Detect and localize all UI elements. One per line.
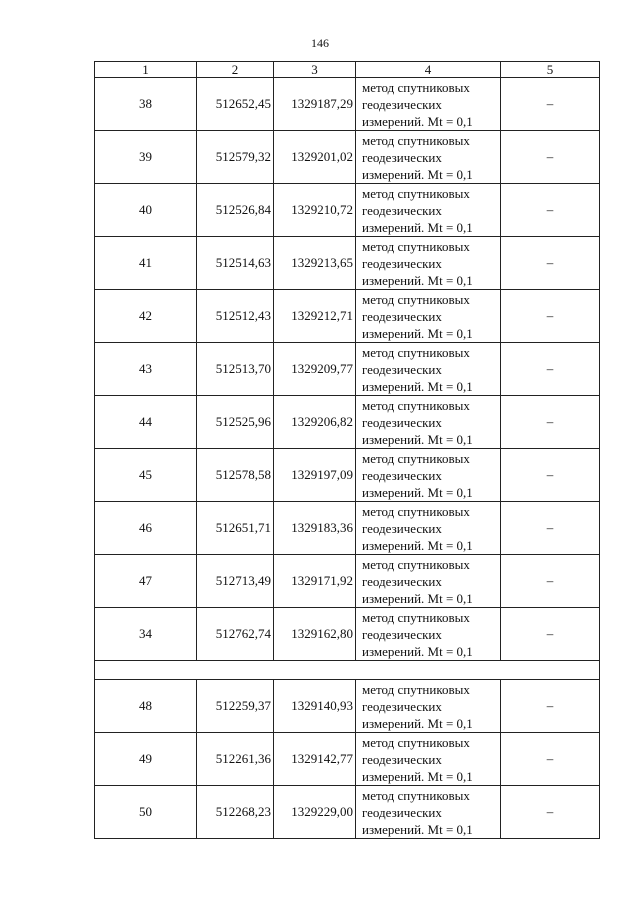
coordinate-y: 1329201,02 [274,131,356,184]
coordinate-y: 1329212,71 [274,290,356,343]
point-number: 50 [95,786,197,839]
separator-row [95,661,600,680]
table-row [95,502,600,555]
point-number: 44 [95,396,197,449]
header-cell: 5 [501,62,600,78]
point-number: 40 [95,184,197,237]
method-line: измерений. Mt = 0,1 [362,537,473,553]
coordinate-x: 512259,37 [197,680,274,733]
method-line: измерений. Mt = 0,1 [362,272,473,288]
point-number: 42 [95,290,197,343]
method-line: измерений. Mt = 0,1 [362,715,473,731]
separator-cell [95,661,600,680]
header-cell: 4 [356,62,501,78]
accuracy-dash: – [501,680,600,733]
method-description [356,78,501,131]
method-description [356,237,501,290]
accuracy-dash: – [501,343,600,396]
method-line: измерений. Mt = 0,1 [362,166,473,182]
accuracy-dash: – [501,131,600,184]
point-number: 48 [95,680,197,733]
point-number: 34 [95,608,197,661]
method-line: геодезических [362,626,442,642]
coordinate-y: 1329162,80 [274,608,356,661]
method-line: геодезических [362,96,442,112]
coordinate-x: 512514,63 [197,237,274,290]
method-line: метод спутниковых [362,238,470,254]
coordinate-y: 1329209,77 [274,343,356,396]
method-description [356,786,501,839]
method-line: измерений. Mt = 0,1 [362,821,473,837]
table-row [95,608,600,661]
table-row [95,78,600,131]
table-row [95,131,600,184]
table-row [95,237,600,290]
method-description [356,733,501,786]
coordinate-y: 1329183,36 [274,502,356,555]
table-row [95,786,600,839]
coordinate-x: 512261,36 [197,733,274,786]
coordinate-y: 1329206,82 [274,396,356,449]
method-line: измерений. Mt = 0,1 [362,378,473,394]
method-line: геодезических [362,751,442,767]
method-line: геодезических [362,255,442,271]
accuracy-dash: – [501,502,600,555]
method-line: метод спутниковых [362,185,470,201]
method-description [356,608,501,661]
accuracy-dash: – [501,449,600,502]
method-line: измерений. Mt = 0,1 [362,113,473,129]
coordinate-y: 1329210,72 [274,184,356,237]
method-line: метод спутниковых [362,450,470,466]
point-number: 49 [95,733,197,786]
coordinate-x: 512578,58 [197,449,274,502]
point-number: 43 [95,343,197,396]
coordinate-x: 512525,96 [197,396,274,449]
table-row [95,290,600,343]
point-number: 45 [95,449,197,502]
method-line: метод спутниковых [362,291,470,307]
method-line: геодезических [362,467,442,483]
method-line: метод спутниковых [362,344,470,360]
table-row [95,680,600,733]
method-description [356,502,501,555]
table-row [95,184,600,237]
coordinates-table [94,61,600,839]
table-row [95,396,600,449]
method-line: метод спутниковых [362,397,470,413]
method-description [356,449,501,502]
method-description [356,184,501,237]
method-description [356,131,501,184]
method-line: геодезических [362,804,442,820]
accuracy-dash: – [501,733,600,786]
coordinate-y: 1329140,93 [274,680,356,733]
method-line: геодезических [362,308,442,324]
method-line: измерений. Mt = 0,1 [362,768,473,784]
coordinate-y: 1329171,92 [274,555,356,608]
coordinate-x: 512713,49 [197,555,274,608]
header-cell: 2 [197,62,274,78]
method-line: метод спутниковых [362,734,470,750]
header-row [95,62,600,78]
method-line: геодезических [362,361,442,377]
table-row [95,733,600,786]
coordinate-y: 1329187,29 [274,78,356,131]
table-row [95,555,600,608]
method-line: измерений. Mt = 0,1 [362,484,473,500]
coordinate-x: 512526,84 [197,184,274,237]
accuracy-dash: – [501,78,600,131]
method-line: измерений. Mt = 0,1 [362,219,473,235]
coordinate-x: 512762,74 [197,608,274,661]
method-line: метод спутниковых [362,132,470,148]
header-cell: 3 [274,62,356,78]
method-line: геодезических [362,573,442,589]
method-line: геодезических [362,520,442,536]
method-line: измерений. Mt = 0,1 [362,643,473,659]
point-number: 39 [95,131,197,184]
coordinate-x: 512513,70 [197,343,274,396]
method-description [356,396,501,449]
accuracy-dash: – [501,555,600,608]
method-line: метод спутниковых [362,503,470,519]
method-line: метод спутниковых [362,787,470,803]
method-line: измерений. Mt = 0,1 [362,325,473,341]
point-number: 38 [95,78,197,131]
coordinate-x: 512652,45 [197,78,274,131]
method-line: метод спутниковых [362,681,470,697]
accuracy-dash: – [501,396,600,449]
coordinate-x: 512651,71 [197,502,274,555]
coordinate-x: 512512,43 [197,290,274,343]
accuracy-dash: – [501,184,600,237]
point-number: 41 [95,237,197,290]
coordinate-y: 1329229,00 [274,786,356,839]
table-row [95,449,600,502]
point-number: 47 [95,555,197,608]
coordinate-y: 1329213,65 [274,237,356,290]
method-line: метод спутниковых [362,609,470,625]
coordinate-y: 1329142,77 [274,733,356,786]
coordinate-x: 512268,23 [197,786,274,839]
method-line: геодезических [362,414,442,430]
method-line: метод спутниковых [362,79,470,95]
method-description [356,290,501,343]
method-line: геодезических [362,149,442,165]
header-cell: 1 [95,62,197,78]
point-number: 46 [95,502,197,555]
method-line: геодезических [362,698,442,714]
method-line: измерений. Mt = 0,1 [362,590,473,606]
method-line: метод спутниковых [362,556,470,572]
accuracy-dash: – [501,608,600,661]
accuracy-dash: – [501,237,600,290]
method-description [356,555,501,608]
method-description [356,680,501,733]
accuracy-dash: – [501,290,600,343]
method-description [356,343,501,396]
method-line: измерений. Mt = 0,1 [362,431,473,447]
coordinate-y: 1329197,09 [274,449,356,502]
method-line: геодезических [362,202,442,218]
accuracy-dash: – [501,786,600,839]
table-row [95,343,600,396]
page-number: 146 [311,36,329,50]
coordinate-x: 512579,32 [197,131,274,184]
